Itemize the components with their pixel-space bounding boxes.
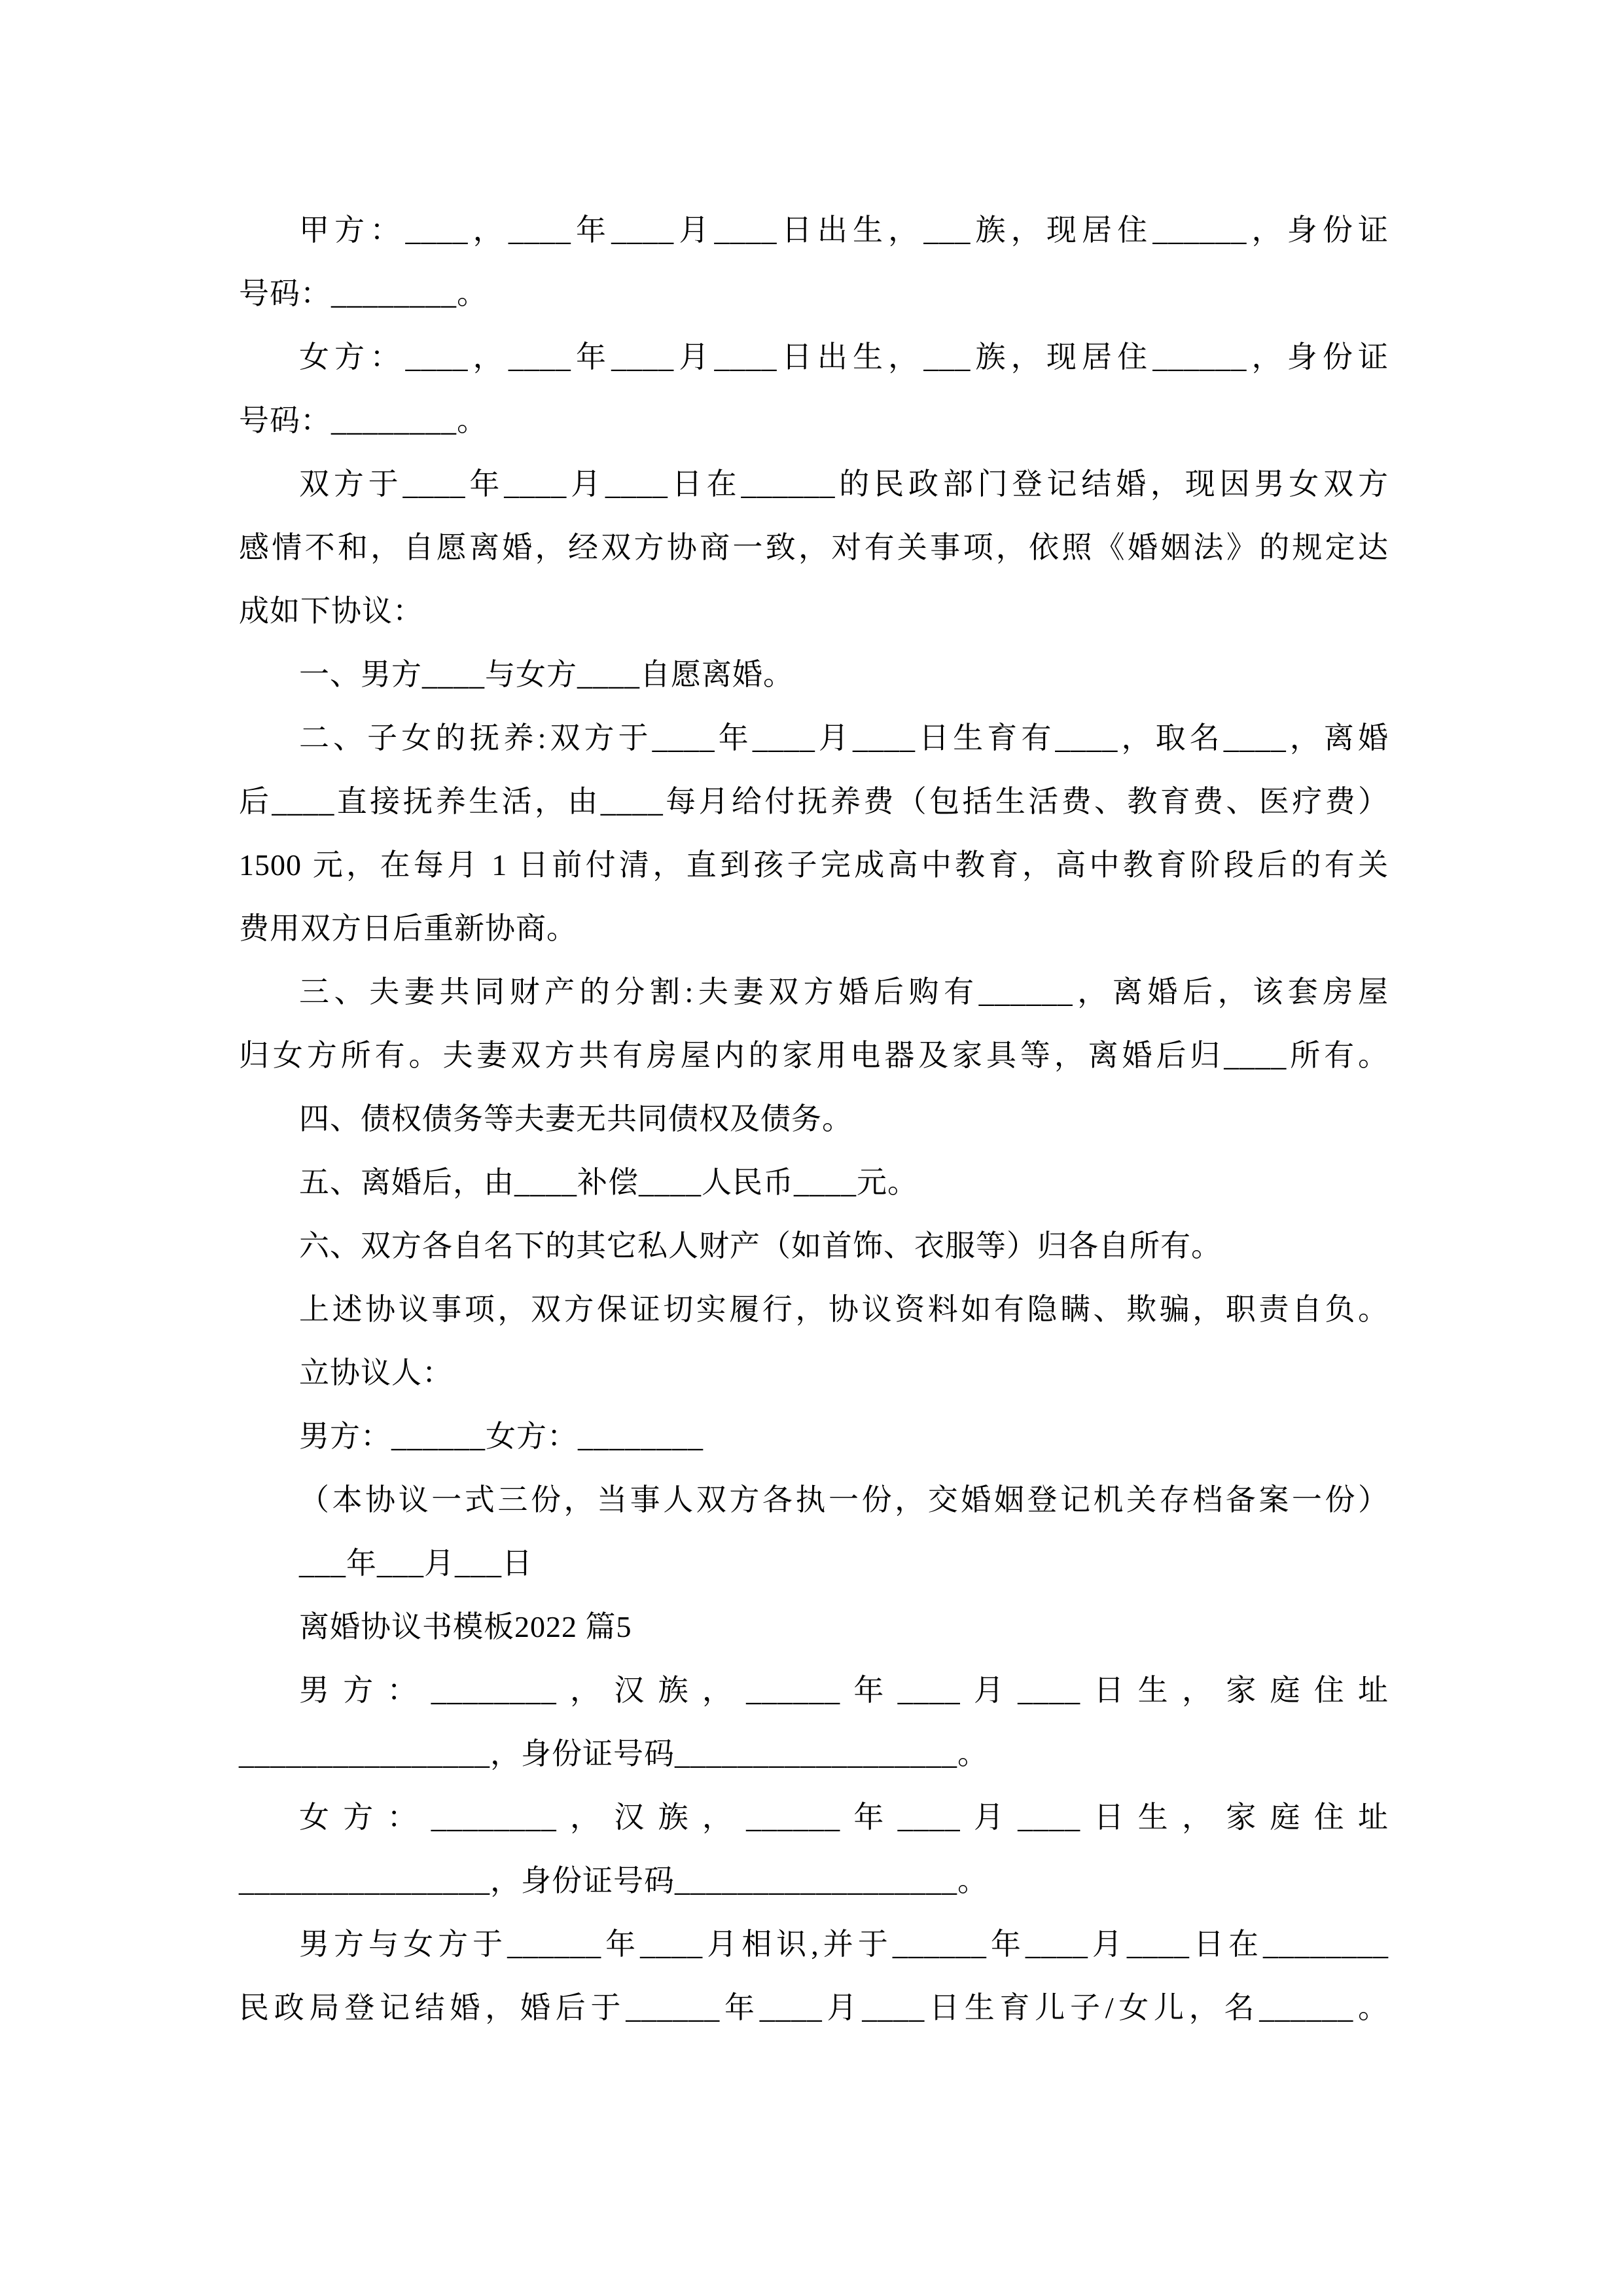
document-line: 三、夫妻共同财产的分割:夫妻双方婚后购有______，离婚后，该套房屋 (299, 975, 1389, 1009)
document-line: 男方与女方于______年____月相识,并于______年____月____日在________ (299, 1928, 1389, 1961)
document-line: 男方：________，汉族，______年____月____日生，家庭住址 (299, 1674, 1389, 1707)
document-line: （本协议一式三份，当事人双方各执一份，交婚姻登记机关存档备案一份） (299, 1483, 1389, 1516)
document-line: 后____直接抚养生活，由____每月给付抚养费（包括生活费、教育费、医疗费） (239, 785, 1389, 818)
document-line: 成如下协议： (239, 594, 423, 628)
document-line: 号码：________。 (239, 277, 488, 310)
document-line: 六、双方各自名下的其它私人财产（如首饰、衣服等）归各自所有。 (299, 1229, 1222, 1263)
document-body (239, 198, 1389, 2039)
document-line: ________________，身份证号码__________________。 (239, 1864, 988, 1897)
document-line: 1500 元，在每月 1 日前付清，直到孩子完成高中教育，高中教育阶段后的有关 (239, 848, 1389, 882)
document-line: 五、离婚后，由____补偿____人民币____元。 (299, 1166, 918, 1199)
document-line: 离婚协议书模板2022 篇5 (299, 1610, 632, 1643)
document-line: ________________，身份证号码__________________。 (239, 1737, 988, 1770)
document-line: 二、子女的抚养:双方于____年____月____日生育有____，取名____，离婚 (299, 721, 1389, 755)
document-line: 女方：____，____年____月____日出生，___族，现居住______，身份证 (299, 340, 1389, 374)
document-line: 上述协议事项，双方保证切实履行，协议资料如有隐瞒、欺骗，职责自负。 (299, 1293, 1389, 1326)
document-line: 民政局登记结婚，婚后于______年____月____日生育儿子/女儿，名______。 (239, 1991, 1389, 2024)
document-line: 立协议人： (299, 1356, 453, 1390)
document-line: 男方：______女方：________ (299, 1420, 704, 1453)
document-line: 感情不和，自愿离婚，经双方协商一致，对有关事项，依照《婚姻法》的规定达 (239, 531, 1389, 564)
document-line: 四、债权债务等夫妻无共同债权及债务。 (299, 1102, 853, 1136)
document-line: 甲方：____，____年____月____日出生，___族，现居住______，身份证 (299, 213, 1389, 247)
document-line: ___年___月___日 (299, 1547, 533, 1580)
document-line: 号码：________。 (239, 404, 488, 437)
document-line: 双方于____年____月____日在______的民政部门登记结婚，现因男女双方 (299, 467, 1389, 501)
document-line: 一、男方____与女方____自愿离婚。 (299, 658, 794, 691)
document-line: 女方：________，汉族，______年____月____日生，家庭住址 (299, 1801, 1389, 1834)
document-line: 归女方所有。夫妻双方共有房屋内的家用电器及家具等，离婚后归____所有。 (239, 1039, 1389, 1072)
document-line: 费用双方日后重新协商。 (239, 912, 577, 945)
